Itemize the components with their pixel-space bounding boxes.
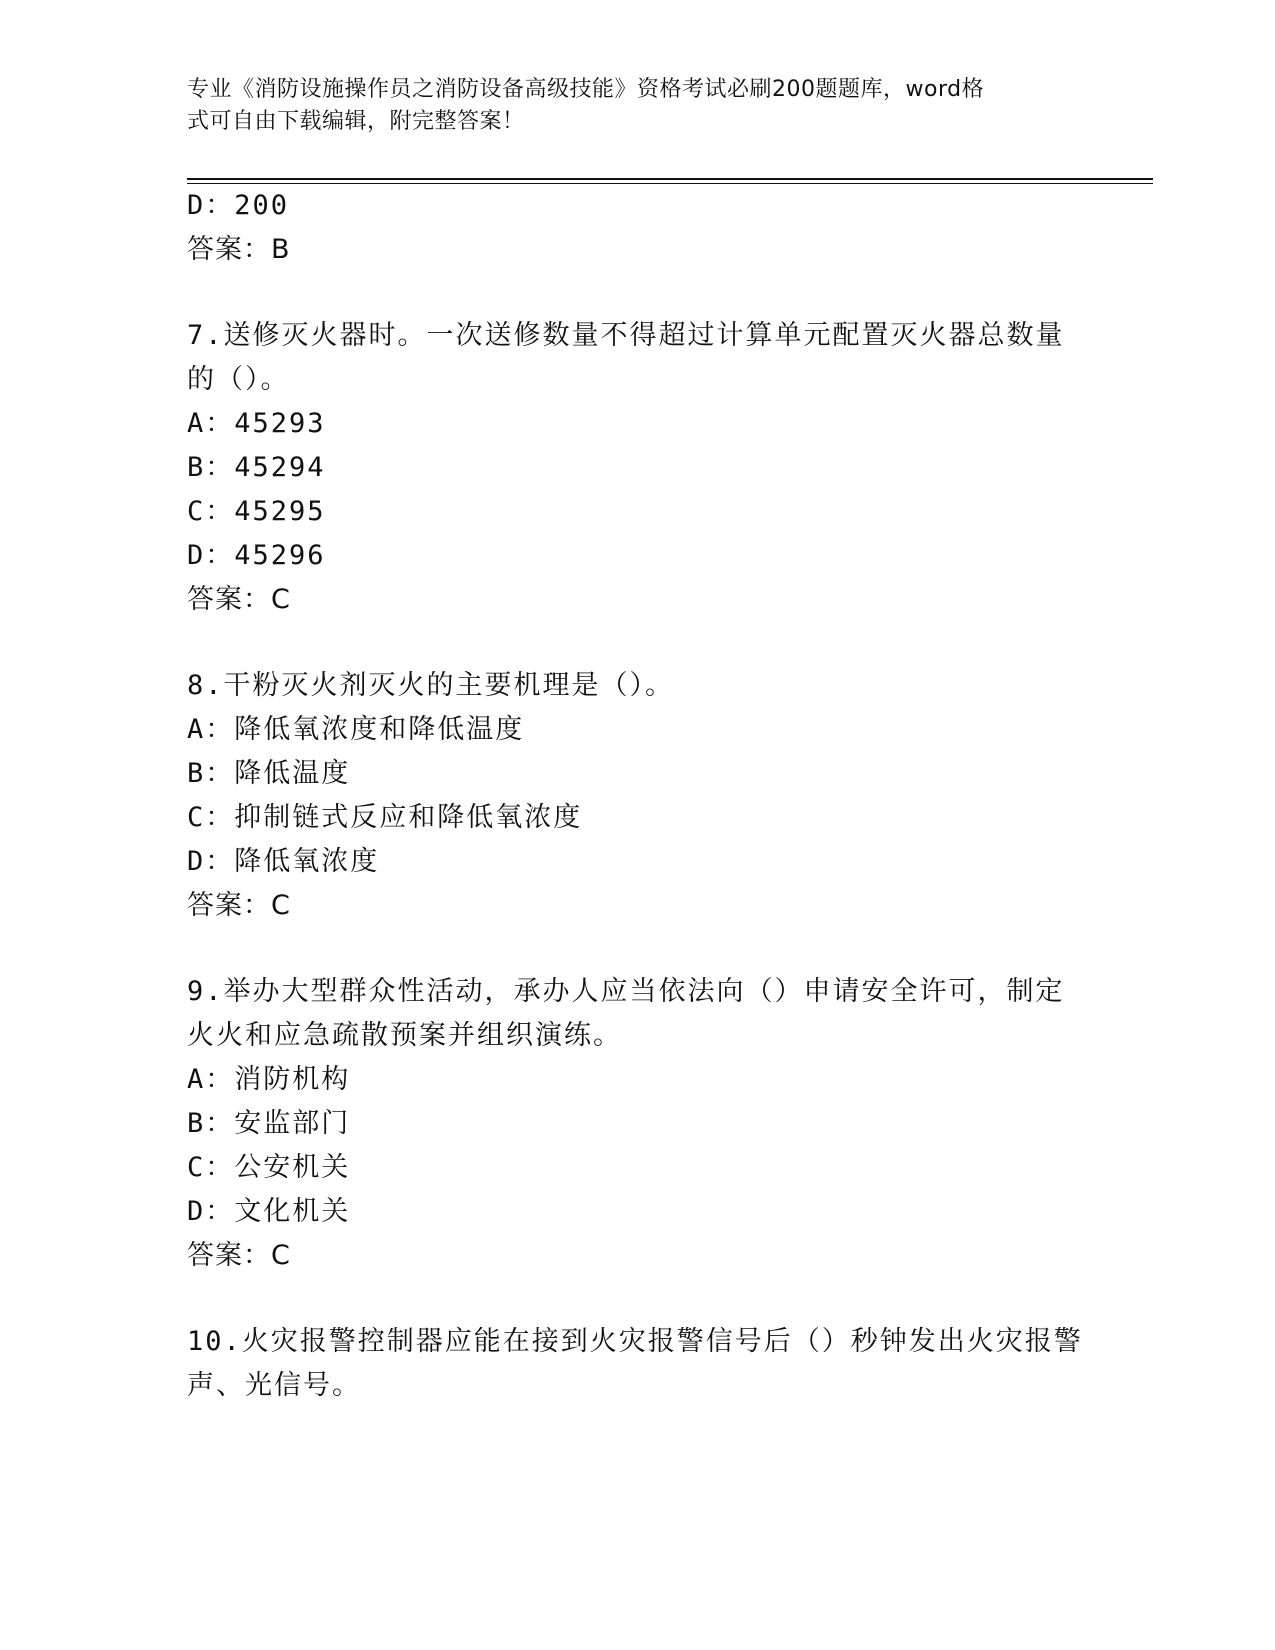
q10-stem-line-2: 声、光信号。: [187, 1370, 361, 1401]
q9-option-a: A：消防机构: [187, 1064, 351, 1095]
q9-stem-line-1: 9.举办大型群众性活动，承办人应当依法向（）申请安全许可，制定: [187, 976, 1065, 1007]
q9-option-b: B：安监部门: [187, 1108, 351, 1139]
prev-option-d: D：200: [187, 190, 290, 221]
q10-stem-line-1: 10.火灾报警控制器应能在接到火灾报警信号后（）秒钟发出火灾报警: [187, 1326, 1083, 1357]
header-line-2: 式可自由下载编辑，附完整答案！: [187, 109, 525, 134]
q7-option-b: B：45294: [187, 452, 326, 483]
q7-stem-line-1: 7.送修灭火器时。一次送修数量不得超过计算单元配置灭火器总数量: [187, 320, 1065, 351]
q7-option-d: D：45296: [187, 540, 326, 571]
q7-answer: 答案：C: [187, 584, 291, 615]
q8-answer: 答案：C: [187, 890, 291, 921]
q9-stem-line-2: 火火和应急疏散预案并组织演练。: [187, 1020, 622, 1051]
prev-answer: 答案：B: [187, 234, 291, 265]
q9-option-d: D：文化机关: [187, 1196, 351, 1227]
q7-stem-line-2: 的（）。: [187, 364, 290, 395]
q8-option-b: B：降低温度: [187, 758, 351, 789]
q9-option-c: C：公安机关: [187, 1152, 351, 1183]
q8-option-d: D：降低氧浓度: [187, 846, 380, 877]
document-header: [187, 74, 1067, 138]
q8-option-a: A：降低氧浓度和降低温度: [187, 714, 525, 745]
header-divider-thick: [187, 178, 1153, 180]
q7-option-a: A：45293: [187, 408, 326, 439]
header-divider-thin: [187, 183, 1153, 184]
q7-option-c: C：45295: [187, 496, 326, 527]
q8-stem-line-1: 8.干粉灭火剂灭火的主要机理是（）。: [187, 670, 675, 701]
header-line-1: 专业《消防设施操作员之消防设备高级技能》资格考试必刷200题题库，word格: [187, 77, 985, 102]
q8-option-c: C：抑制链式反应和降低氧浓度: [187, 802, 583, 833]
q9-answer: 答案：C: [187, 1240, 291, 1271]
